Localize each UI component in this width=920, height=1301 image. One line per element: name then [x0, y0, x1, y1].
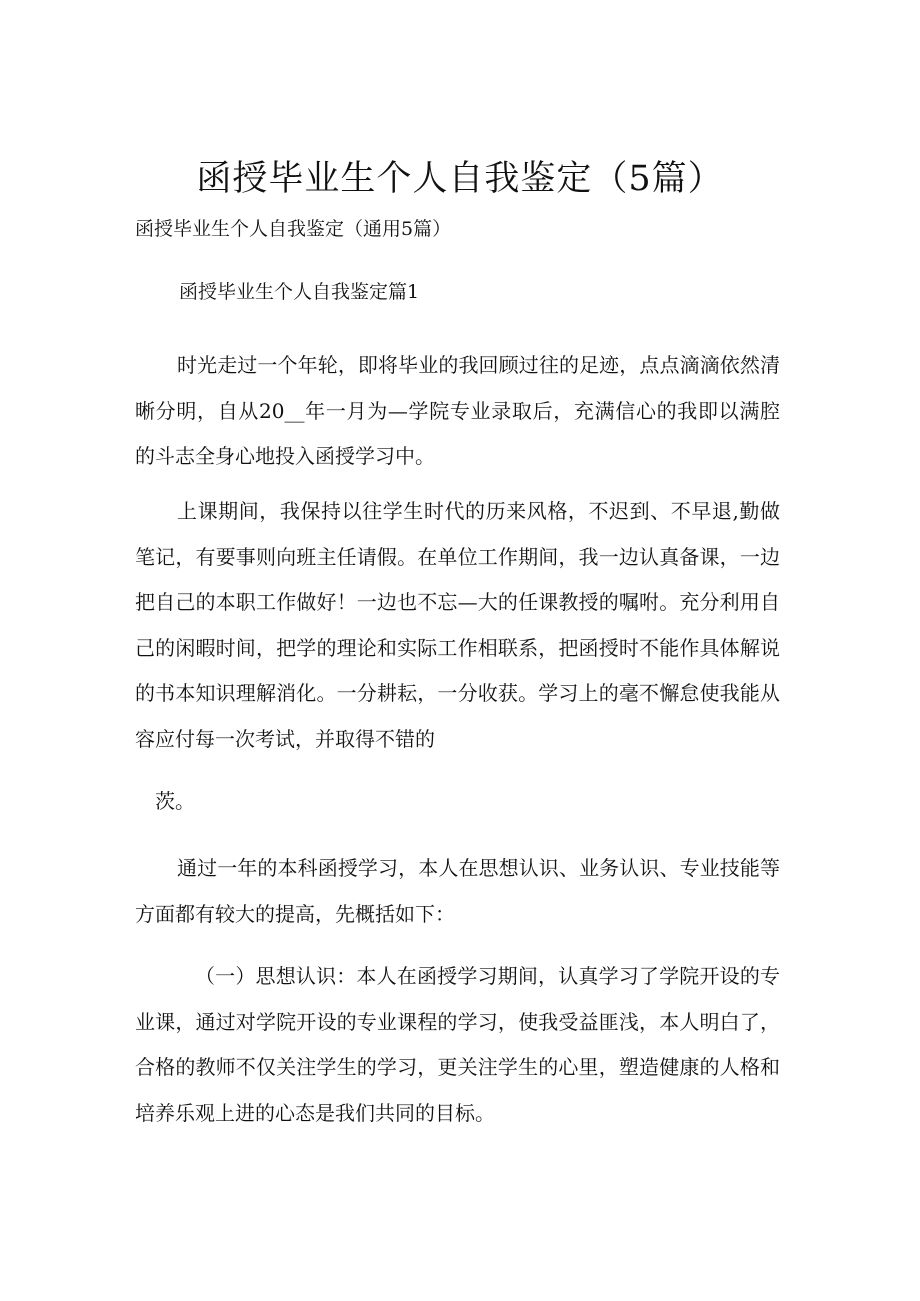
paragraph-2-continuation: 茨。 — [155, 789, 195, 813]
paragraph-1: 时光走过一个年轮，即将毕业的我回顾过往的足迹，点点滴滴依然清晰分明，自从20__年一月为—学院专业录取后，充满信心的我即以满腔的斗志全身心地投入函授学习中。 — [135, 353, 780, 468]
paragraph-4: （一）思想认识：本人在函授学习期间，认真学习了学院开设的专业课，通过对学院开设的专业课程的学习，使我受益匪浅，本人明白了，合格的教师不仅关注学生的学习，更关注学生的心里，塑造健康的人格和培养乐观上进的心态是我们共同的目标。 — [135, 964, 780, 1125]
document-subtitle: 函授毕业生个人自我鉴定（通用5篇） — [135, 218, 452, 240]
paragraph-2: 上课期间，我保持以往学生时代的历来风格，不迟到、不早退,勤做笔记，有要事则向班主任请假。在单位工作期间，我一边认真备课，一边把自己的本职工作做好！一边也不忘—大的任课教授的嘱咐。充分利用自己的闲暇时间，把学的理论和实际工作相联系，把函授时不能作具体解说的书本知识理解消化。一分耕耘，一分收获。学习上的毫不懈怠使我能从容应付每一次考试，并取得不错的 — [135, 499, 780, 751]
section-heading: 函授毕业生个人自我鉴定篇1 — [179, 281, 420, 303]
paragraph-3: 通过一年的本科函授学习，本人在思想认识、业务认识、专业技能等方面都有较大的提高，先概括如下： — [135, 856, 780, 926]
document-title: 函授毕业生个人自我鉴定（5篇） — [196, 159, 724, 199]
